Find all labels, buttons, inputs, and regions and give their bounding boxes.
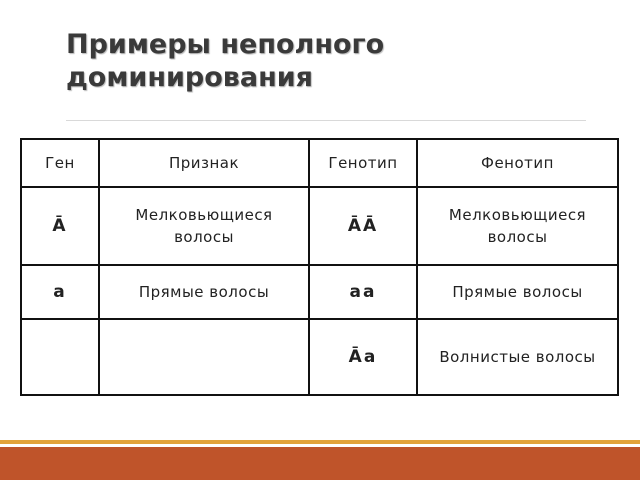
cell-gene — [21, 319, 99, 395]
cell-gene: а — [21, 265, 99, 319]
footer-accent-line — [0, 440, 640, 444]
footer-bar — [0, 447, 640, 480]
cell-genotype: ĀĀ — [309, 187, 417, 265]
cell-genotype: Āа — [309, 319, 417, 395]
table-row — [21, 187, 618, 265]
header-genotype: Генотип — [309, 139, 417, 187]
cell-phenotype: Волнистые волосы — [417, 319, 618, 395]
table-header-row — [21, 139, 618, 187]
cell-trait — [99, 319, 309, 395]
header-phenotype: Фенотип — [417, 139, 618, 187]
slide-title: Примеры неполного доминирования — [66, 29, 385, 93]
cell-gene: Ā — [21, 187, 99, 265]
title-divider — [66, 120, 586, 121]
header-gene: Ген — [21, 139, 99, 187]
cell-phenotype: Прямые волосы — [417, 265, 618, 319]
cell-genotype: аа — [309, 265, 417, 319]
header-trait: Признак — [99, 139, 309, 187]
table-row — [21, 265, 618, 319]
gene-table — [20, 138, 619, 396]
table-row — [21, 319, 618, 395]
cell-trait: Мелковьющиеся волосы — [99, 187, 309, 265]
gene-table-container — [20, 138, 619, 396]
cell-phenotype: Мелковьющиеся волосы — [417, 187, 618, 265]
cell-trait: Прямые волосы — [99, 265, 309, 319]
